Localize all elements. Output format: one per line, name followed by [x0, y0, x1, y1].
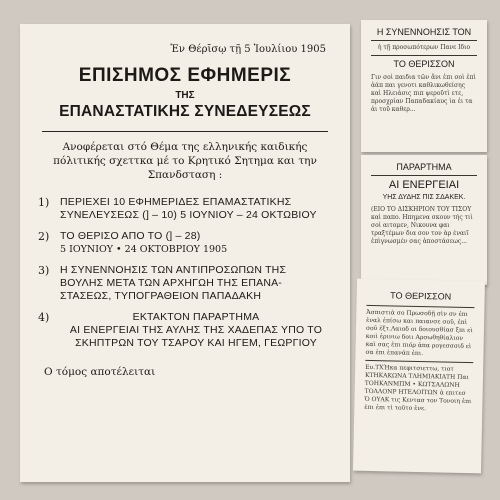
list-item	[38, 230, 332, 256]
card-subtitle: ΥΗΣ ΔΥΔΗΣ ΠΙΣ ΣΔΑΚΕΚ.	[382, 194, 466, 201]
item-sub: ΣΥΝΕΛΕΥΣΕΩΣ (] – 10) 5 ΙΟΥΝΙΟΥ – 24 ΟΚΤΩΒΙΟΥ	[60, 209, 317, 221]
card-title: ΤΟ ΘΕΡΙΣΣΟΝ	[390, 290, 452, 302]
divider	[42, 131, 328, 132]
item-number: 4)	[38, 311, 50, 324]
card-header: Η ΣΥΝΕΝΝΟΗΣΙΣ ΤΟΝ	[376, 27, 472, 37]
item-head: Η ΣΥΝΕΝΝΟΗΣΙΣ ΤΩΝ ΑΝΤΙΠΡΟΣΩΠΩΝ ΤΗΣ ΒΟΥΛΗΣ ΜΕΤΑ ΤΩΝ ΑΡΧΗΓΩΗ ΤΗΣ ΕΠΑΝΑ-ΣΤΑΣΕΩΣ, ΤΥΠΟΓΡΑΘΕΙΟΝ ΠΑΠΑΔΑΚΗ	[60, 264, 287, 302]
card-text: (ΕΙΟ ΤΟ ΔΙΣΚΗΡΙΟΝ ΤΟΥ ΤΙΣΟΥ καὶ παπο. Ηπημενα σκουν τής τιὶ σοὶ αιτομεν, Νικουνα φαι τραξτέμων δια σον τον ὰρ ὲναιῖ ἐπὶγνωσμέν σας ἀποστάσεως...	[371, 206, 473, 245]
card-text-2: Ευ.ΤΧΉκα πεφιτσιεττω, τιοτ ΚΤΗΚΑΚΩΝΑ ΤΛΗΜΙΑΚΙΑΤΗ Παι ΤΟΗΚΑΝΜΠΜ • ΚΩΤΣΑΛΩΝΗ ΤΟΛΛΟΝΡ ΗΤΕΛΟΙΤΩΝ ἀ επιτεσ Ὁ ΟΥΑΚ τις Κεντασ τον Τονοιη ἐπι ἐπι ἐπι τὶ τοῦτο ἐνε.	[364, 363, 472, 413]
item-sub: ΑΙ ΕΝΕΡΓΕΙΑΙ ΤΗΣ ΑΥΛΗΣ ΤΗΣ ΧΑΔΕΠΑΣ ΥΠΟ ΤΟ ΣΚΗΠΤΡΩΝ ΤΟΥ ΤΣΑΡΟΥ ΚΑΙ ΗΓΕΜ, ΓΕΩΡΓΙΟΥ	[69, 324, 323, 349]
list-item	[38, 196, 332, 222]
main-page	[20, 24, 350, 482]
card-title: ΤΟ ΘΕΡΙΣΣΟΝ	[393, 59, 455, 69]
card-therisson	[353, 279, 485, 474]
item-head: ΕΚΤΑΚΤΟΝ ΠΑΡΑΡΤΗΜΑ	[132, 311, 260, 323]
item-number: 3)	[38, 264, 50, 277]
card-title: ΑΙ ΕΝΕΡΓΕΙΑΙ	[388, 179, 460, 191]
card-text: Γιν σοὶ παιδια τῶν ἄνι ἐπι σοὶ ἐπὶ ἀάπ παι γενοτι καθλικωθείσης καὶ Ηλειάσις πιπ ψεροῦτὶ ετε, προσχρίαν Παπαδακίαυς ὶα ἐι τα ἀι τοῦ καθερ...	[371, 74, 476, 113]
title-line-1: ΕΠΙΣΗΜΟΣ ΕΦΗΜΕΡΙΣ	[78, 65, 292, 86]
divider	[371, 40, 477, 41]
card-subheader: ἡ τῇ προσωπότερων Πανε Ιδιο	[377, 44, 471, 51]
divider	[366, 305, 474, 308]
divider	[371, 175, 477, 176]
contents-list	[38, 196, 332, 350]
card-parartima	[361, 155, 487, 285]
title-line-3: ΕΠΑΝΑΣΤΑΤΙΚΗΣ ΣΥΝΕΔΕΥΣΕΩΣ	[59, 103, 311, 120]
divider	[371, 55, 477, 56]
item-head: ΤΟ ΘΕΡΙΣΟ ΑΠΟ ΤΟ (] – 28)	[60, 230, 201, 242]
item-sub: 5 ΙΟΥΝΙΟΥ • 24 ΟΚΤΟΒΡΙΟΥ 1905	[60, 244, 228, 255]
list-item	[38, 311, 332, 350]
intro-text: Ανοφέρεται στό Θέμα της ελληνικής καιδικής πόλιτικής σχεττκα μέ το Κρητικό Σητημα και την Σπανδσταση :	[53, 141, 317, 181]
footer-text: Ο τόμος αποτέλειται	[44, 366, 156, 378]
title-line-2: ΤΗΣ	[175, 90, 195, 101]
item-number: 2)	[38, 230, 50, 243]
card-synennoisis	[361, 20, 487, 152]
item-head: ΠΕΡΙΕΧΕΙ 10 ΕΦΗΜΕΡΙΔΕΣ ΕΠΑΜΑΣΤΑΤΙΚΗΣ	[60, 196, 292, 208]
dateline: Ἐν Θέρῑσῳ τῇ 5 Ἰουλίιου 1905	[170, 44, 326, 55]
card-header: ΠΑΡΑΡΤΗΜΑ	[396, 162, 452, 172]
card-text: Ἀσπιστιὰ σο Πρωσοδῇ σὶν σν ἐπι ἐναλ ἐπίσω και παιανσε σοῦ, ἐπὶ σοῦ ἐξτ.Λαιοδ οι δοιουσθίασ ξπι εὶ κοιὶ ἐρινιω δοιι Αρσωθηθίαλιον καὶ σας ἐπι πιόρ ἀπα ρογεσσσιδ εὶ σα ἐπι ἐπανάπ ἐπι.	[365, 308, 473, 358]
list-item	[38, 264, 332, 303]
divider	[365, 360, 473, 363]
item-number: 1)	[38, 196, 50, 209]
